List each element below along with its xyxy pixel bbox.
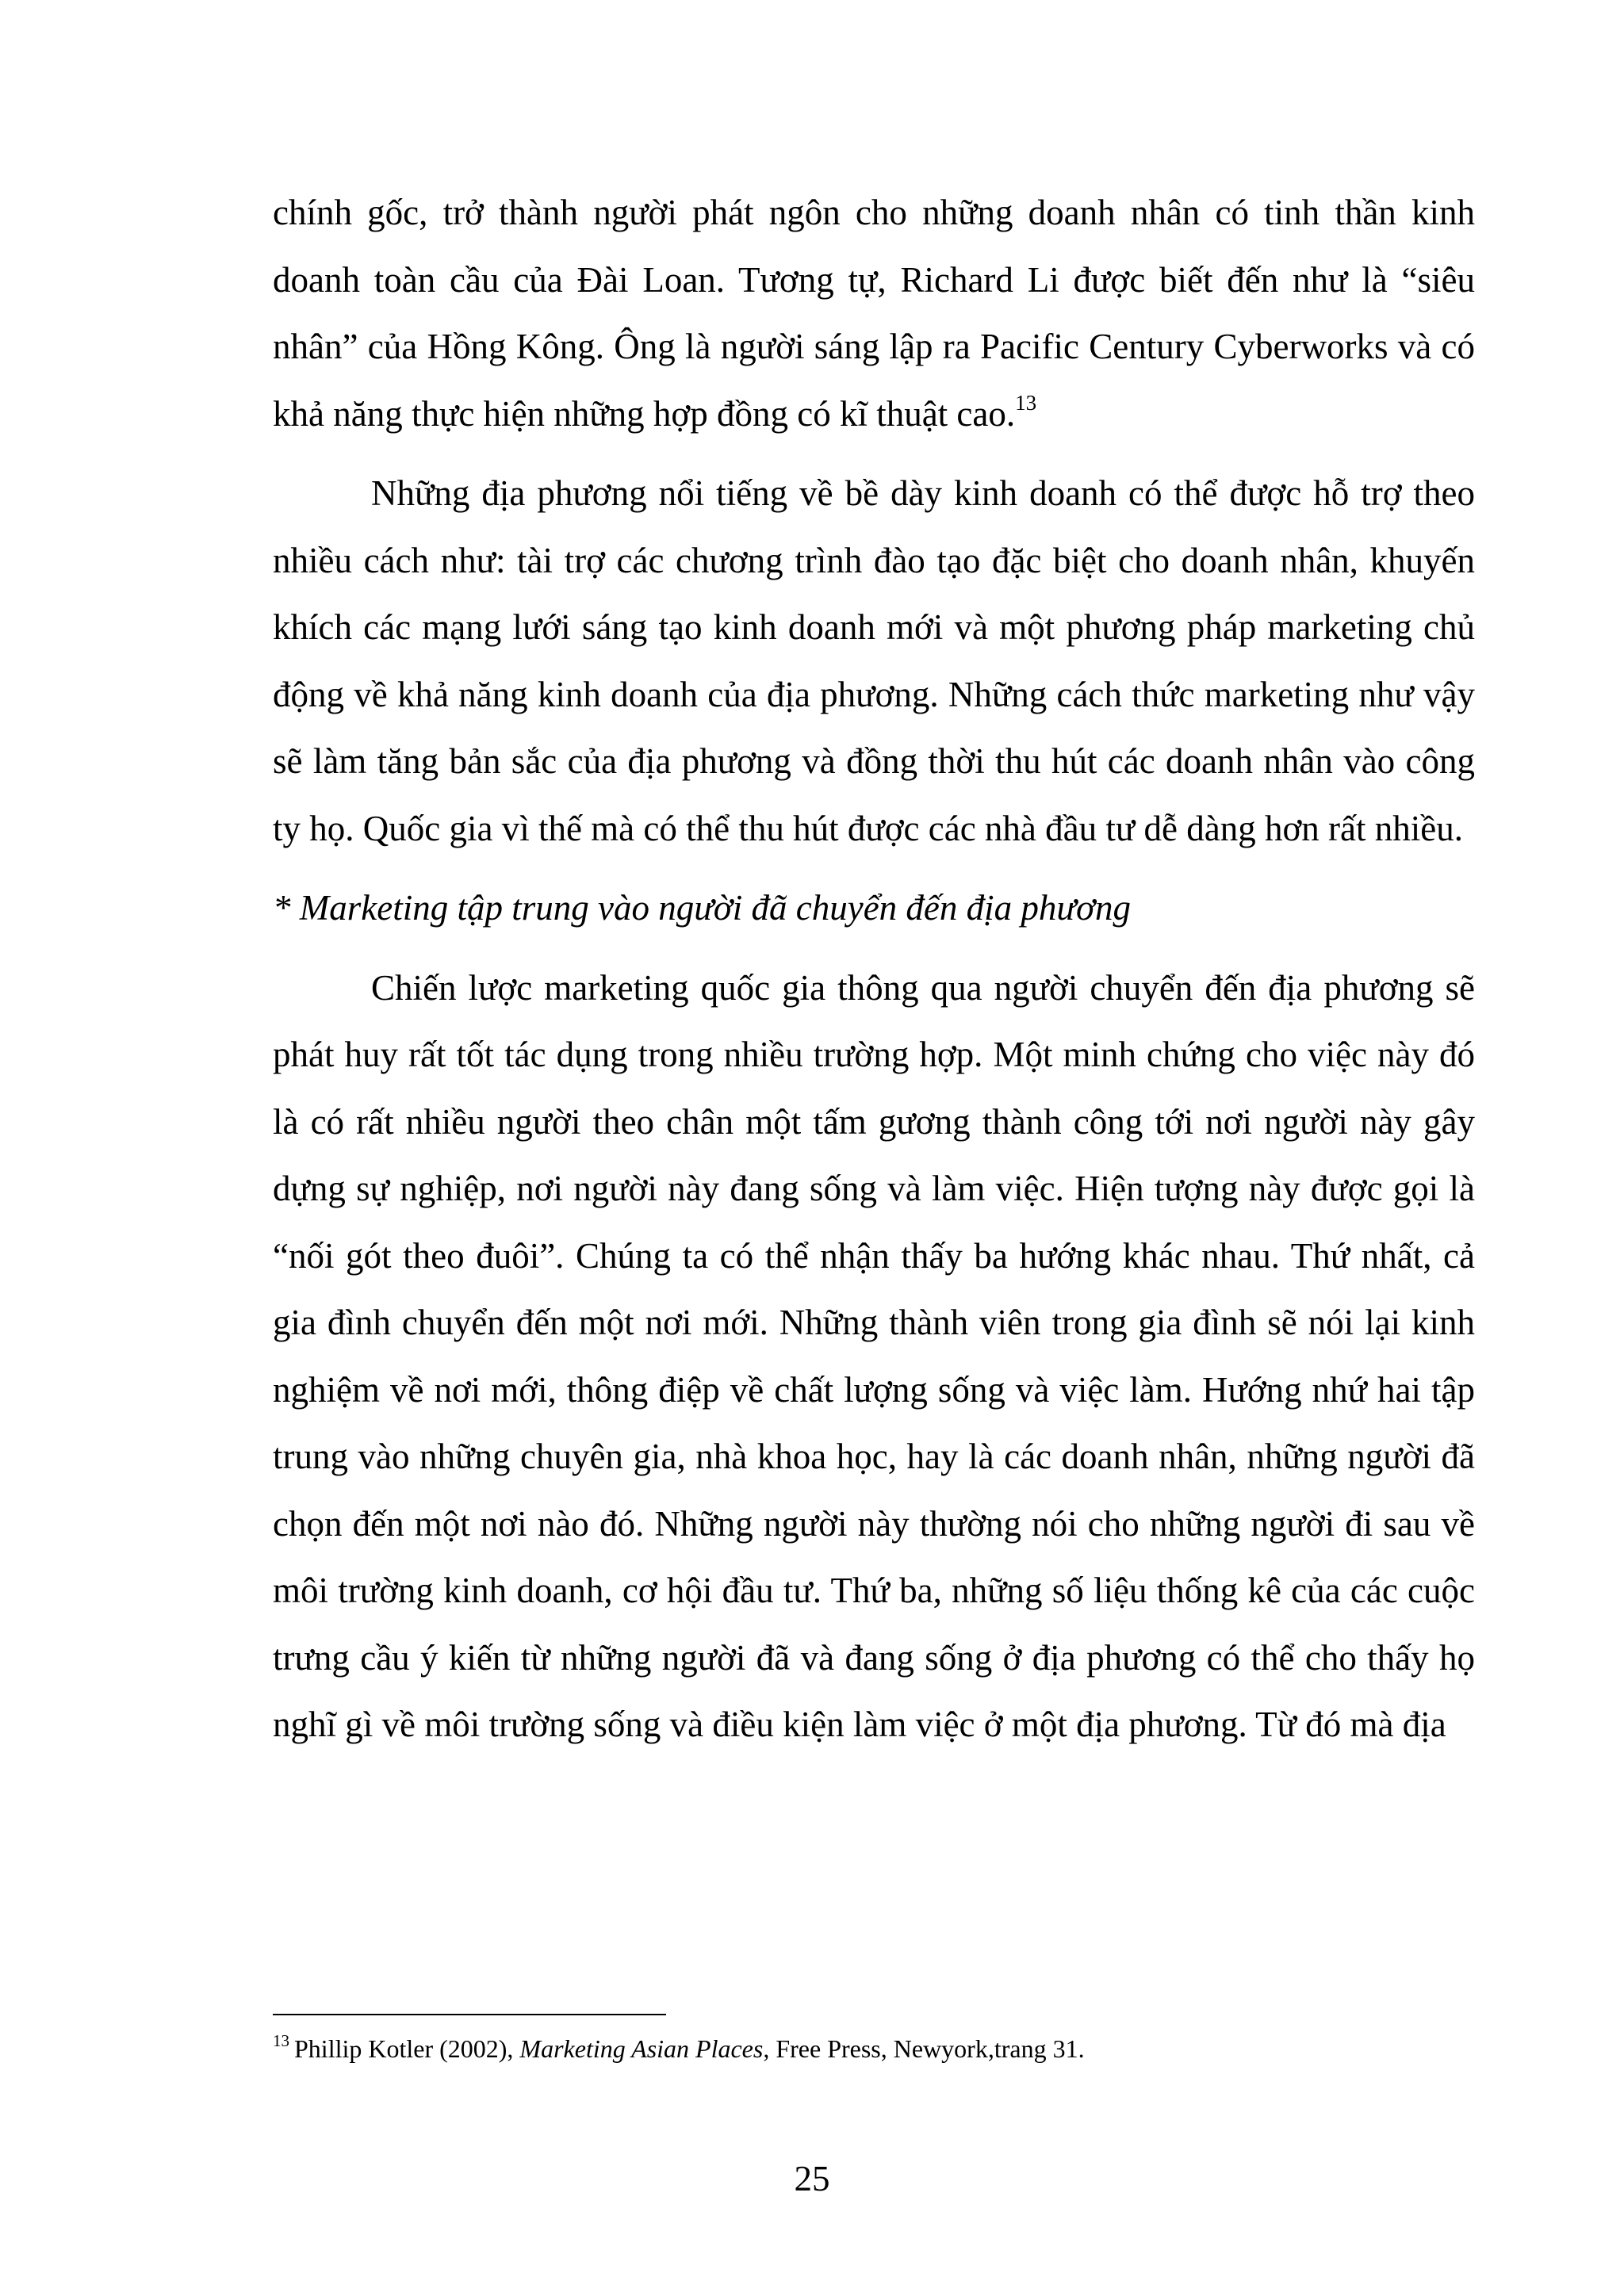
paragraph-1-line-4: Cyberworks và có khả năng thực hiện những hợp đồng có kĩ thuật cao. [273, 327, 1475, 434]
paragraph-1-line-1: chính gốc, trở thành người phát ngôn cho những doanh nhân có tinh thần kinh [273, 193, 1475, 232]
paragraph-3-line-1: Chiến lược marketing quốc gia thông qua người chuyển đến địa [371, 967, 1312, 1008]
paragraph-1-line-3: “siêu nhân” của Hồng Kông. Ông là người sáng lập ra Pacific Century [273, 259, 1475, 366]
paragraph-2-line-3: khuyến khích các mạng lưới sáng tạo kinh doanh mới và một phương pháp [273, 540, 1475, 647]
footnote-number: 13 [273, 2031, 289, 2050]
paragraph-3-line-8: chất lượng sống và việc làm. Hướng nhứ hai tập trung vào những chuyên gia, [273, 1369, 1475, 1476]
footnote-title: Marketing Asian Places [519, 2034, 764, 2063]
paragraph-2-line-4: marketing chủ động về khả năng kinh doanh của địa phương. Những cách [273, 607, 1476, 714]
paragraph-3-line-9: nhà khoa học, hay là các doanh nhân, những người đã chọn đến một nơi nào [273, 1437, 1475, 1544]
body-text [273, 179, 1475, 1758]
paragraph-3-line-2: phương sẽ phát huy rất tốt tác dụng trong nhiều trường hợp. Một minh chứng [273, 967, 1476, 1074]
footnote-publisher: , Free Press, Newyork,trang 31. [763, 2034, 1085, 2063]
paragraph-3-line-3: cho việc này đó là có rất nhiều người theo chân một tấm gương thành công tới [273, 1035, 1475, 1142]
footnote-separator [273, 2014, 666, 2015]
paragraph-1-line-2: doanh toàn cầu của Đài Loan. Tương tự, Richard Li được biết đến như là [273, 259, 1388, 300]
section-heading: * Marketing tập trung vào người đã chuyển đến địa phương [273, 888, 1131, 928]
footnote-author: Phillip Kotler (2002), [294, 2034, 520, 2063]
paragraph-3-line-10: đó. Những người này thường nói cho những người đi sau về môi trường kinh [273, 1503, 1475, 1610]
footnote-reference[interactable]: 13 [1015, 390, 1037, 415]
paragraph-3-line-12: kiến từ những người đã và đang sống ở địa phương có thể cho thấy họ nghĩ gì [273, 1637, 1476, 1744]
paragraph-3 [273, 955, 1475, 1758]
paragraph-3-line-4: nơi người này gây dựng sự nghiệp, nơi người này đang sống và làm việc. [273, 1101, 1476, 1208]
paragraph-3-line-7: thành viên trong gia đình sẽ nói lại kinh nghiệm về nơi mới, thông điệp về [273, 1303, 1476, 1410]
paragraph-2-line-6: hút các doanh nhân vào công ty họ. Quốc gia vì thế mà có thể thu hút được [273, 741, 1475, 848]
paragraph-3-line-13: về môi trường sống và điều kiện làm việc ở một địa phương. Từ đó mà địa [381, 1705, 1446, 1744]
paragraph-2-line-7: các nhà đầu tư dễ dàng hơn rất nhiều. [928, 808, 1463, 848]
paragraph-1 [273, 179, 1475, 447]
paragraph-2-line-1: Những địa phương nổi tiếng về bề dày kinh doanh có thể được hỗ trợ [371, 473, 1402, 513]
paragraph-2 [273, 460, 1475, 862]
paragraph-3-line-6: hướng khác nhau. Thứ nhất, cả gia đình chuyển đến một nơi mới. Những [273, 1235, 1476, 1342]
paragraph-3-line-11: doanh, cơ hội đầu tư. Thứ ba, những số liệu thống kê của các cuộc trưng cầu ý [273, 1571, 1475, 1678]
footnote [273, 2031, 1475, 2066]
page-number: 25 [794, 2159, 830, 2198]
paragraph-2-line-5: thức marketing như vậy sẽ làm tăng bản sắc của địa phương và đồng thời thu [273, 674, 1476, 781]
paragraph-2-line-2: theo nhiều cách như: tài trợ các chương trình đào tạo đặc biệt cho doanh nhân, [273, 473, 1475, 580]
paragraph-3-line-5: Hiện tượng này được gọi là “nối gót theo đuôi”. Chúng ta có thể nhận thấy ba [273, 1169, 1475, 1276]
